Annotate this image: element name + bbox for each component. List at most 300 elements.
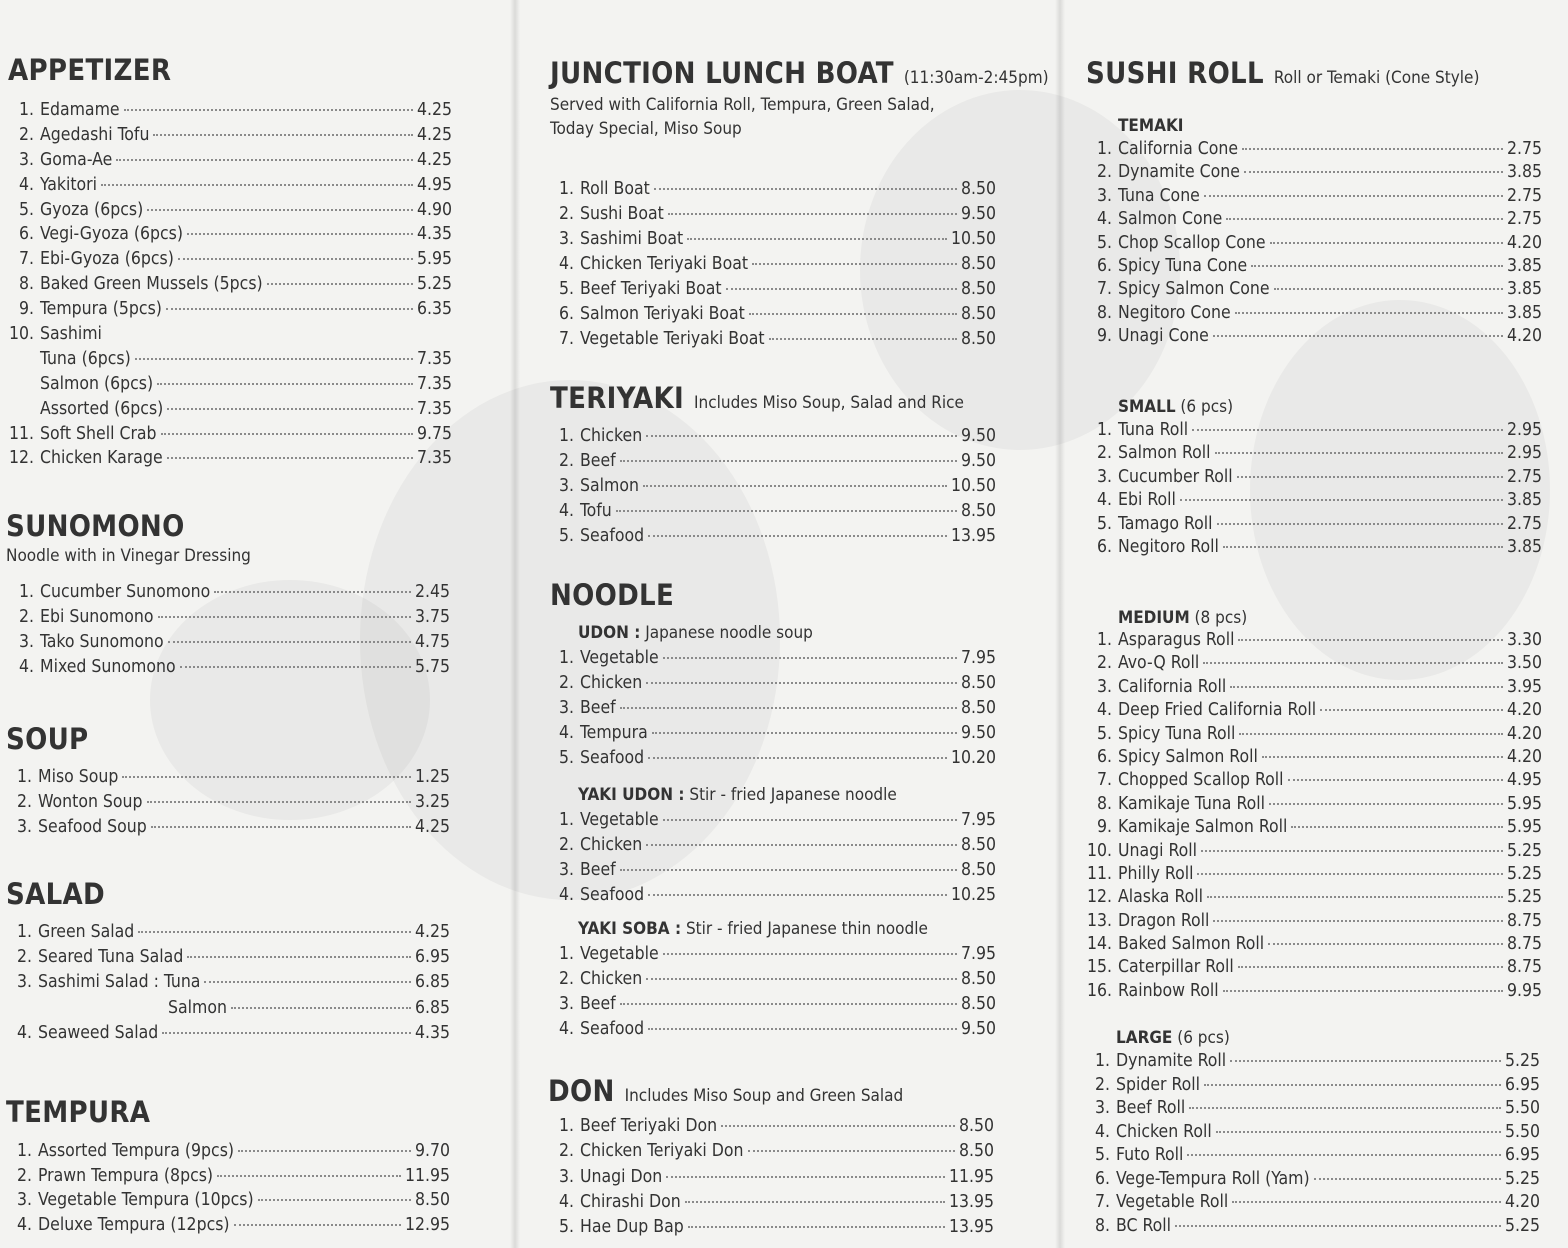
yaki-soba-list bbox=[548, 942, 996, 1042]
menu-item-name: Vege-Tempura Roll (Yam) bbox=[1116, 1168, 1310, 1189]
menu-item bbox=[548, 1114, 994, 1139]
dot-leader bbox=[138, 931, 411, 933]
menu-item-number: 2. bbox=[16, 947, 32, 968]
menu-item-name: Chicken Teriyaki Boat bbox=[580, 254, 749, 274]
menu-item-name: Dynamite Roll bbox=[1116, 1051, 1227, 1071]
menu-item-name: Sushi Boat bbox=[580, 204, 664, 224]
menu-item-name: Spicy Tuna Roll bbox=[1118, 723, 1236, 744]
menu-item bbox=[2, 1213, 450, 1238]
menu-item-price: 4.35 bbox=[414, 1022, 450, 1043]
menu-item-number: 5. bbox=[18, 199, 34, 220]
menu-item-number: 9. bbox=[1096, 817, 1112, 838]
menu-item bbox=[2, 790, 450, 815]
menu-item-number: 1. bbox=[558, 1116, 574, 1136]
menu-item bbox=[548, 721, 996, 746]
dot-leader bbox=[161, 433, 413, 435]
menu-item-number: 1. bbox=[16, 1141, 32, 1161]
menu-item-name: Vegetable bbox=[580, 810, 659, 830]
dot-leader bbox=[231, 1007, 411, 1009]
menu-item bbox=[4, 630, 450, 655]
menu-item bbox=[1082, 536, 1542, 559]
menu-item-price: 4.20 bbox=[1506, 746, 1542, 767]
udon-description: Japanese noodle soup bbox=[640, 623, 813, 643]
menu-item-name: Salmon Teriyaki Boat bbox=[580, 304, 745, 324]
menu-item-price: 5.95 bbox=[1506, 817, 1542, 838]
menu-item-price: 8.75 bbox=[1506, 957, 1542, 978]
menu-item-price: 6.85 bbox=[414, 972, 450, 993]
dot-leader bbox=[620, 1003, 957, 1005]
menu-item bbox=[548, 424, 996, 449]
menu-item-price: 5.95 bbox=[416, 249, 452, 270]
sunomono-description: Noodle with in Vinegar Dressing bbox=[6, 546, 251, 566]
menu-item-price: 2.75 bbox=[1506, 139, 1542, 159]
menu-item bbox=[4, 173, 452, 198]
menu-item-number: 2. bbox=[1096, 162, 1112, 183]
menu-item-number: 4. bbox=[558, 1019, 574, 1039]
lunch-boat-title bbox=[550, 57, 1049, 94]
menu-item-number: 2. bbox=[18, 607, 34, 627]
yaki-udon-label: YAKI UDON : bbox=[578, 785, 685, 805]
menu-item-price: 12.95 bbox=[404, 1214, 450, 1235]
menu-item-price: 13.95 bbox=[950, 526, 996, 546]
don-subtitle: Includes Miso Soup and Green Salad bbox=[624, 1086, 904, 1106]
menu-item-number: 7. bbox=[1096, 279, 1112, 300]
menu-item-name: Beef bbox=[580, 860, 616, 880]
menu-item-number: 1. bbox=[558, 426, 574, 446]
menu-item bbox=[548, 277, 996, 302]
dot-leader bbox=[685, 1201, 945, 1203]
menu-item-price: 9.70 bbox=[414, 1141, 450, 1161]
menu-item-number: 4. bbox=[558, 885, 574, 905]
menu-item bbox=[548, 883, 996, 908]
dot-leader bbox=[1223, 546, 1503, 548]
menu-item-price: 5.50 bbox=[1504, 1121, 1540, 1142]
menu-item-name: Beef Teriyaki Don bbox=[580, 1116, 718, 1136]
page-fold bbox=[510, 0, 520, 1248]
dot-leader bbox=[135, 358, 413, 360]
menu-item-name: Ebi-Gyoza (6pcs) bbox=[40, 249, 174, 270]
menu-item bbox=[1082, 325, 1542, 348]
menu-item-name: Beef bbox=[580, 698, 616, 718]
appetizer-title: APPETIZER bbox=[8, 53, 172, 87]
menu-item bbox=[4, 347, 452, 372]
menu-item-number: 16. bbox=[1086, 980, 1112, 1001]
menu-item-name: Beef bbox=[580, 451, 616, 471]
menu-item-number: 5. bbox=[558, 279, 574, 299]
menu-item-price: 5.95 bbox=[1506, 793, 1542, 814]
menu-item bbox=[1082, 419, 1542, 442]
menu-item-price: 9.95 bbox=[1506, 980, 1542, 1001]
menu-item bbox=[1082, 278, 1542, 301]
menu-item-name: Chicken Teriyaki Don bbox=[580, 1141, 744, 1162]
dot-leader bbox=[648, 757, 947, 759]
menu-item-number: 3. bbox=[558, 698, 574, 718]
menu-item-price: 9.50 bbox=[960, 204, 996, 224]
menu-item bbox=[548, 1165, 994, 1190]
menu-item-name: Assorted Tempura (9pcs) bbox=[38, 1141, 235, 1161]
menu-item-price: 3.95 bbox=[1506, 676, 1542, 697]
dot-leader bbox=[726, 288, 957, 290]
menu-item-number: 1. bbox=[558, 944, 574, 964]
menu-item bbox=[1076, 933, 1542, 956]
menu-item-price: 3.85 bbox=[1506, 162, 1542, 183]
dot-leader bbox=[166, 308, 413, 310]
menu-item bbox=[548, 833, 996, 858]
large-label: LARGE bbox=[1116, 1028, 1173, 1048]
menu-item-name: Mixed Sunomono bbox=[40, 657, 176, 677]
menu-item-name: Vegi-Gyoza (6pcs) bbox=[40, 224, 184, 245]
lunch-boat-title-text: JUNCTION LUNCH BOAT bbox=[550, 56, 894, 90]
menu-item-price: 6.95 bbox=[1504, 1074, 1540, 1095]
menu-item bbox=[548, 671, 996, 696]
menu-item-number: 4. bbox=[558, 723, 574, 743]
dot-leader bbox=[1288, 779, 1503, 781]
dot-leader bbox=[258, 1199, 411, 1201]
soup-list bbox=[2, 765, 450, 840]
medium-heading bbox=[1118, 607, 1247, 629]
menu-item-number: 2. bbox=[558, 1141, 574, 1162]
menu-item-number: 2. bbox=[558, 673, 574, 693]
dot-leader bbox=[204, 981, 411, 983]
menu-item-price: 3.85 bbox=[1506, 536, 1542, 557]
dot-leader bbox=[1187, 1154, 1501, 1156]
menu-item-name: Vegetable Teriyaki Boat bbox=[580, 329, 765, 349]
menu-item-number: 3. bbox=[16, 817, 32, 837]
menu-item-name: Goma-Ae bbox=[40, 149, 113, 170]
menu-item-name: Chicken bbox=[580, 969, 643, 989]
menu-item-number: 15. bbox=[1086, 957, 1112, 978]
dot-leader bbox=[1203, 662, 1503, 664]
sushi-roll-subtitle: Roll or Temaki (Cone Style) bbox=[1273, 68, 1480, 88]
menu-item-name: Wonton Soup bbox=[38, 792, 143, 812]
menu-item-name: Deluxe Tempura (12pcs) bbox=[38, 1214, 230, 1235]
menu-item bbox=[4, 198, 452, 223]
menu-item-number: 2. bbox=[558, 835, 574, 855]
menu-item bbox=[1076, 746, 1542, 769]
menu-item-name: Futo Roll bbox=[1116, 1145, 1184, 1165]
yaki-udon-description: Stir - fried Japanese noodle bbox=[684, 785, 897, 805]
dot-leader bbox=[1270, 242, 1503, 244]
menu-item-name: Seafood bbox=[580, 748, 645, 768]
menu-item-name: Hae Dup Bap bbox=[580, 1217, 684, 1238]
menu-item bbox=[1076, 840, 1542, 863]
menu-item-name: Roll Boat bbox=[580, 179, 650, 199]
menu-item-name: Chicken Karage bbox=[40, 448, 163, 469]
yaki-udon-list bbox=[548, 808, 996, 908]
menu-item bbox=[1080, 1121, 1540, 1145]
dot-leader bbox=[187, 233, 413, 235]
menu-item-price: 8.50 bbox=[960, 698, 996, 718]
menu-item-price: 8.50 bbox=[414, 1190, 450, 1211]
menu-item-price: 8.50 bbox=[960, 279, 996, 299]
menu-item-number: 4. bbox=[558, 501, 574, 521]
menu-item-name: Rainbow Roll bbox=[1118, 980, 1219, 1001]
menu-item-price: 7.95 bbox=[960, 810, 996, 830]
menu-item-name: Ebi Roll bbox=[1118, 490, 1176, 511]
menu-item-name: Edamame bbox=[40, 100, 120, 120]
dot-leader bbox=[752, 263, 957, 265]
dot-leader bbox=[668, 213, 957, 215]
yaki-udon-heading bbox=[578, 784, 897, 806]
menu-item-price: 6.95 bbox=[414, 947, 450, 968]
menu-item-price: 2.95 bbox=[1506, 420, 1542, 440]
menu-item-number: 5. bbox=[558, 1217, 574, 1238]
menu-item-name: Unagi Cone bbox=[1118, 326, 1209, 347]
menu-item-number: 4. bbox=[1094, 1121, 1110, 1142]
yaki-soba-label: YAKI SOBA : bbox=[578, 919, 682, 939]
menu-item bbox=[1082, 513, 1542, 536]
dot-leader bbox=[646, 682, 957, 684]
menu-item-price: 6.95 bbox=[1504, 1145, 1540, 1165]
dot-leader bbox=[663, 953, 957, 955]
dot-leader bbox=[648, 535, 947, 537]
menu-item bbox=[1082, 138, 1542, 161]
menu-item-number: 7. bbox=[1094, 1192, 1110, 1212]
menu-item-number: 7. bbox=[18, 249, 34, 270]
dot-leader bbox=[1223, 990, 1503, 992]
menu-item-name: Spicy Salmon Roll bbox=[1118, 746, 1258, 767]
menu-item bbox=[1076, 980, 1542, 1003]
menu-item-name: Dragon Roll bbox=[1118, 910, 1210, 931]
menu-item bbox=[2, 970, 450, 995]
dot-leader bbox=[158, 616, 411, 618]
dot-leader bbox=[1197, 873, 1503, 875]
menu-item-price: 10.20 bbox=[950, 748, 996, 768]
dot-leader bbox=[1314, 1178, 1501, 1180]
menu-item-name: Gyoza (6pcs) bbox=[40, 199, 144, 220]
dot-leader bbox=[652, 732, 957, 734]
menu-item-number: 2. bbox=[1096, 443, 1112, 464]
menu-item-price: 4.75 bbox=[414, 632, 450, 652]
dot-leader bbox=[1269, 803, 1503, 805]
dot-leader bbox=[238, 1150, 411, 1152]
sunomono-title: SUNOMONO bbox=[6, 509, 185, 543]
menu-item-price: 10.50 bbox=[950, 476, 996, 496]
dot-leader bbox=[1217, 523, 1503, 525]
menu-item-number: 10. bbox=[1086, 840, 1112, 861]
menu-item bbox=[1076, 629, 1542, 652]
menu-item-number: 4. bbox=[16, 1022, 32, 1043]
dot-leader bbox=[1213, 335, 1503, 337]
appetizer-list bbox=[4, 98, 452, 471]
menu-item bbox=[548, 967, 996, 992]
large-roll-list bbox=[1080, 1050, 1540, 1238]
menu-item-name: Chop Scallop Cone bbox=[1118, 232, 1266, 253]
menu-item-name: Sashimi bbox=[40, 324, 102, 345]
menu-item-number: 4. bbox=[18, 657, 34, 677]
menu-item bbox=[548, 499, 996, 524]
menu-item bbox=[4, 422, 452, 447]
menu-item-name: Philly Roll bbox=[1118, 863, 1194, 884]
menu-item-name: Spider Roll bbox=[1116, 1074, 1201, 1095]
menu-item-number: 9. bbox=[18, 299, 34, 320]
menu-item-price: 3.30 bbox=[1506, 630, 1542, 650]
menu-item bbox=[1082, 185, 1542, 208]
menu-item-price: 10.50 bbox=[950, 229, 996, 249]
dot-leader bbox=[1238, 639, 1503, 641]
dot-leader bbox=[1230, 1060, 1501, 1062]
menu-item-name: Beef bbox=[580, 994, 616, 1014]
menu-item bbox=[548, 177, 996, 202]
menu-item-price: 3.25 bbox=[414, 792, 450, 812]
menu-item bbox=[4, 222, 452, 247]
menu-item-number: 3. bbox=[558, 860, 574, 880]
menu-item bbox=[548, 524, 996, 549]
menu-item bbox=[1080, 1144, 1540, 1168]
dot-leader bbox=[1213, 920, 1503, 922]
menu-item-price: 2.45 bbox=[414, 582, 450, 602]
dot-leader bbox=[663, 657, 957, 659]
menu-item bbox=[4, 322, 452, 347]
menu-item bbox=[548, 1215, 994, 1240]
menu-item-number: 3. bbox=[1096, 676, 1112, 697]
dot-leader bbox=[620, 460, 957, 462]
dot-leader bbox=[124, 109, 413, 111]
menu-item bbox=[1082, 489, 1542, 512]
teriyaki-title-text: TERIYAKI bbox=[550, 381, 685, 415]
menu-item-name: Tofu bbox=[580, 501, 612, 521]
menu-item-name: Sashimi Boat bbox=[580, 229, 684, 249]
menu-item-price: 4.95 bbox=[1506, 770, 1542, 791]
menu-item-price: 4.25 bbox=[416, 124, 452, 145]
menu-item bbox=[4, 372, 452, 397]
menu-item bbox=[1080, 1050, 1540, 1074]
menu-item-number: 3. bbox=[1096, 185, 1112, 206]
menu-item bbox=[4, 397, 452, 422]
menu-item-number: 13. bbox=[1086, 910, 1112, 931]
menu-item bbox=[548, 992, 996, 1017]
menu-item-price: 3.85 bbox=[1506, 490, 1542, 511]
menu-item-number: 4. bbox=[558, 254, 574, 274]
dot-leader bbox=[1235, 312, 1503, 314]
menu-item-number: 9. bbox=[1096, 326, 1112, 347]
yaki-soba-heading bbox=[578, 918, 928, 940]
dot-leader bbox=[1226, 218, 1503, 220]
menu-item-name: Negitoro Roll bbox=[1118, 536, 1219, 557]
menu-item bbox=[2, 1021, 450, 1046]
menu-item-number: 12. bbox=[8, 448, 34, 469]
sushi-roll-title-text: SUSHI ROLL bbox=[1086, 56, 1264, 90]
menu-item-name: Seafood bbox=[580, 1019, 645, 1039]
menu-item-name: BC Roll bbox=[1116, 1215, 1172, 1236]
menu-item-price: 8.50 bbox=[958, 1116, 994, 1136]
menu-item bbox=[4, 272, 452, 297]
menu-item-number: 5. bbox=[1096, 513, 1112, 534]
menu-item-price: 9.50 bbox=[960, 723, 996, 743]
menu-item bbox=[4, 123, 452, 148]
menu-item bbox=[548, 808, 996, 833]
menu-item bbox=[1080, 1191, 1540, 1215]
don-title bbox=[548, 1075, 903, 1112]
dot-leader bbox=[1204, 195, 1503, 197]
menu-item-number: 4. bbox=[1096, 209, 1112, 230]
menu-item-number: 8. bbox=[18, 274, 34, 295]
menu-item-price: 9.75 bbox=[416, 423, 452, 444]
menu-item bbox=[1076, 816, 1542, 839]
menu-item-name: Tuna Cone bbox=[1118, 185, 1200, 206]
menu-item-name: Vegetable Roll bbox=[1116, 1192, 1229, 1212]
menu-item-number: 8. bbox=[1096, 793, 1112, 814]
menu-item bbox=[1076, 699, 1542, 722]
menu-item bbox=[548, 1017, 996, 1042]
menu-item-name: Baked Green Mussels (5pcs) bbox=[40, 274, 263, 295]
menu-item bbox=[548, 1190, 994, 1215]
dot-leader bbox=[643, 485, 947, 487]
menu-item-number: 11. bbox=[8, 423, 34, 444]
menu-item-number: 3. bbox=[1094, 1098, 1110, 1118]
lunch-boat-description-line1: Served with California Roll, Tempura, Green Salad, bbox=[550, 95, 935, 115]
don-list bbox=[548, 1114, 994, 1240]
menu-item-number: 3. bbox=[16, 972, 32, 993]
menu-item-name: Yakitori bbox=[40, 174, 97, 195]
menu-item bbox=[1082, 161, 1542, 184]
menu-item bbox=[4, 655, 450, 680]
dot-leader bbox=[721, 1125, 955, 1127]
menu-item-number: 1. bbox=[558, 179, 574, 199]
menu-item-price: 7.35 bbox=[416, 448, 452, 469]
menu-item bbox=[1076, 886, 1542, 909]
temaki-label: TEMAKI bbox=[1118, 116, 1184, 136]
menu-item-price: 2.95 bbox=[1506, 443, 1542, 464]
menu-item-number: 3. bbox=[1096, 466, 1112, 487]
small-label: SMALL bbox=[1118, 397, 1176, 417]
menu-item-price: 8.50 bbox=[960, 254, 996, 274]
menu-item-name: Chirashi Don bbox=[580, 1191, 681, 1212]
menu-item-number: 4. bbox=[1096, 700, 1112, 721]
small-heading bbox=[1118, 396, 1233, 418]
menu-item-name: Salmon (6pcs) bbox=[40, 373, 154, 394]
dot-leader bbox=[267, 283, 413, 285]
menu-item-price: 5.25 bbox=[1504, 1168, 1540, 1189]
udon-heading bbox=[578, 622, 813, 644]
menu-item-price: 8.50 bbox=[960, 501, 996, 521]
menu-item-price: 8.50 bbox=[960, 179, 996, 199]
dot-leader bbox=[648, 894, 947, 896]
tempura-list bbox=[2, 1139, 450, 1237]
menu-item-name: Soft Shell Crab bbox=[40, 423, 157, 444]
menu-item bbox=[548, 942, 996, 967]
dot-leader bbox=[1215, 452, 1503, 454]
page-fold bbox=[1055, 0, 1065, 1248]
yaki-soba-description: Stir - fried Japanese thin noodle bbox=[681, 919, 928, 939]
menu-item bbox=[2, 1139, 450, 1164]
udon-list bbox=[548, 646, 996, 771]
menu-item-number: 10. bbox=[8, 324, 34, 345]
salad-list bbox=[2, 920, 450, 1046]
dot-leader bbox=[1201, 850, 1503, 852]
dot-leader bbox=[234, 1224, 401, 1226]
menu-item-name: Chicken Roll bbox=[1116, 1121, 1212, 1142]
menu-item-number: 3. bbox=[558, 1166, 574, 1187]
lunch-boat-description-line2: Today Special, Miso Soup bbox=[550, 119, 742, 139]
dot-leader bbox=[769, 338, 957, 340]
menu-item bbox=[548, 302, 996, 327]
menu-item-price: 7.35 bbox=[416, 398, 452, 419]
menu-item-name: California Roll bbox=[1118, 676, 1227, 697]
menu-item-number: 3. bbox=[18, 149, 34, 170]
menu-item-name: Seafood bbox=[580, 885, 645, 905]
dot-leader bbox=[620, 869, 957, 871]
menu-item-number: 1. bbox=[558, 810, 574, 830]
dot-leader bbox=[122, 776, 411, 778]
menu-item-name: Unagi Don bbox=[580, 1166, 663, 1187]
dot-leader bbox=[646, 435, 957, 437]
menu-item bbox=[548, 858, 996, 883]
small-roll-list bbox=[1082, 419, 1542, 559]
menu-item-price: 8.50 bbox=[960, 673, 996, 693]
menu-item bbox=[1082, 442, 1542, 465]
menu-item-name: Tuna (6pcs) bbox=[40, 348, 131, 369]
